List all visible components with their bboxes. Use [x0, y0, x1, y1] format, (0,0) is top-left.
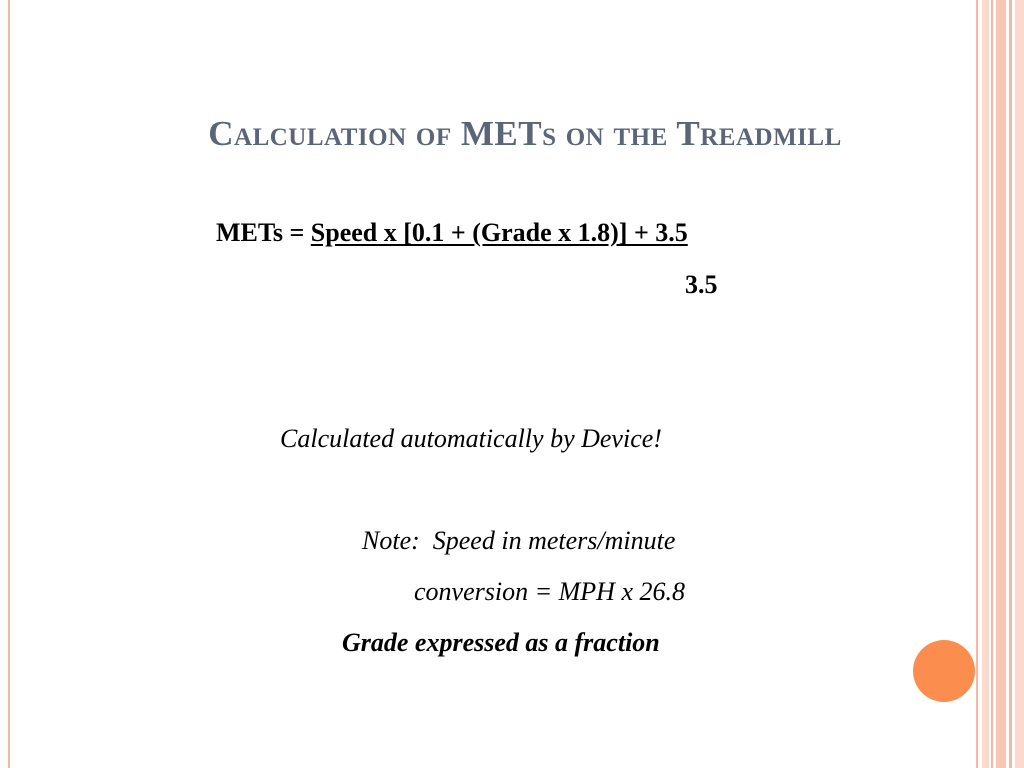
formula-denominator: 3.5 — [685, 270, 718, 299]
formula-lhs: METs = — [216, 218, 311, 247]
grade-fraction-note: Grade expressed as a fraction — [342, 628, 660, 657]
formula-numerator: Speed x [0.1 + (Grade x 1.8)] + 3.5 — [310, 218, 688, 247]
auto-calculation-note: Calculated automatically by Device! — [280, 424, 662, 453]
speed-unit-note: Note: Speed in meters/minute — [362, 526, 676, 555]
slide-title: Calculation of METs on the Treadmill — [208, 114, 842, 153]
mets-formula — [216, 218, 688, 248]
conversion-note: conversion = MPH x 26.8 — [414, 577, 685, 606]
accent-circle-icon — [913, 640, 975, 702]
